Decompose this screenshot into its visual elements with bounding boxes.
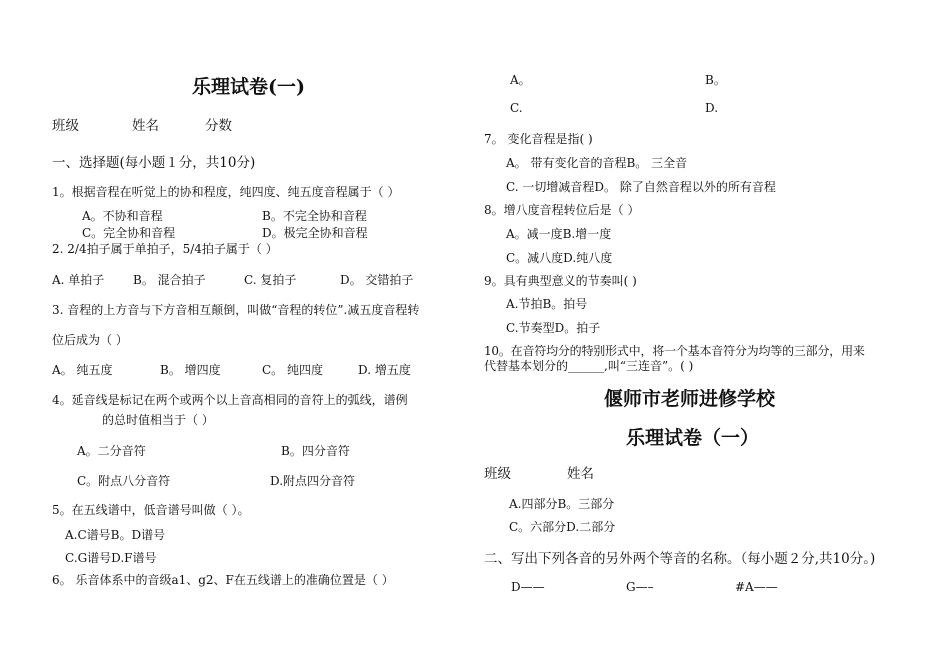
page-title: 乐理试卷(一) <box>192 76 305 98</box>
section-heading-choice: 一、选择题(每小题１分，共10分) <box>52 155 256 171</box>
class-label-repeat: 班级 <box>484 466 511 482</box>
name-label-repeat: 姓名 <box>567 466 594 482</box>
question-4-stem-line1: 4。延音线是标记在两个或两个以上音高相同的音符上的弧线，谱例 <box>52 393 408 407</box>
question-4-stem-line2: 的总时值相当于（ ） <box>102 413 214 427</box>
question-6-stem: 6。 乐音体系中的音级a1、g2、F在五线谱上的准确位置是（ ） <box>52 573 394 587</box>
question-6-option-b: B。 <box>705 73 726 87</box>
question-4-option-b: B。四分音符 <box>281 444 350 458</box>
question-1-option-d: D。极完全协和音程 <box>262 226 368 240</box>
question-2-option-c: C. 复拍子 <box>244 273 297 287</box>
question-10-stem-line1: 10。在音符均分的特别形式中，将一个基本音符分为均等的三部分，用来 <box>484 344 865 358</box>
question-6-option-c: C. <box>510 101 523 115</box>
question-6-option-a: A。 <box>510 73 531 87</box>
question-5-options-ab: A.C谱号B。D谱号 <box>65 528 166 542</box>
question-7-stem: 7。 变化音程是指( ) <box>484 132 593 146</box>
note-a-sharp-blank: #A—— <box>735 580 778 594</box>
exam-title-repeat: 乐理试卷（一） <box>626 427 760 449</box>
question-10-stem-line2: 代替基本划分的______,叫“三连音”。( ) <box>484 359 694 373</box>
question-4-option-d: D.附点四分音符 <box>270 474 356 488</box>
question-3-option-d: D. 增五度 <box>358 363 411 377</box>
question-3-stem-line1: 3. 音程的上方音与下方音相互颠倒，叫做“音程的转位”.减五度音程转 <box>52 303 420 317</box>
question-8-options-ab: A。减一度B.增一度 <box>506 227 612 241</box>
note-d-blank: D—— <box>511 580 545 594</box>
question-2-stem: 2. 2/4拍子属于单拍子，5/4拍子属于（ ） <box>52 242 278 256</box>
question-3-option-b: B。 增四度 <box>160 363 221 377</box>
question-9-options-cd: C.节奏型D。拍子 <box>506 321 601 335</box>
question-2-option-b: B。 混合拍子 <box>133 273 206 287</box>
score-label: 分数 <box>205 118 232 134</box>
question-9-options-ab: A.节拍B。拍号 <box>506 297 588 311</box>
name-label: 姓名 <box>132 118 159 134</box>
question-5-stem: 5。在五线谱中，低音谱号叫做（ ）。 <box>52 503 250 517</box>
note-g-blank: G—– <box>626 580 654 594</box>
question-5-options-cd: C.G谱号D.F谱号 <box>65 551 157 565</box>
question-8-stem: 8。增八度音程转位后是（ ） <box>484 203 640 217</box>
question-7-options-ab: A。 带有变化音的音程B。 三全音 <box>506 156 688 170</box>
question-10-options-ab: A.四部分B。三部分 <box>509 497 615 511</box>
question-1-option-c: C。完全协和音程 <box>82 226 176 240</box>
class-label: 班级 <box>52 118 79 134</box>
question-2-option-d: D。 交错拍子 <box>340 273 414 287</box>
question-4-option-a: A。二分音符 <box>77 444 146 458</box>
question-10-options-cd: C。六部分D.二部分 <box>509 520 616 534</box>
school-name: 偃师市老师进修学校 <box>604 388 776 410</box>
question-7-options-cd: C. 一切增减音程D。 除了自然音程以外的所有音程 <box>506 180 776 194</box>
question-3-stem-line2: 位后成为（ ） <box>52 333 128 347</box>
question-1-option-b: B。不完全协和音程 <box>262 209 367 223</box>
question-8-options-cd: C。减八度D.纯八度 <box>506 251 613 265</box>
question-1-option-a: A。不协和音程 <box>82 209 163 223</box>
question-1-stem: 1。根据音程在听觉上的协和程度，纯四度、纯五度音程属于（ ） <box>52 185 400 199</box>
question-4-option-c: C。附点八分音符 <box>77 474 171 488</box>
question-3-option-c: C。 纯四度 <box>262 363 323 377</box>
question-6-option-d: D. <box>705 101 719 115</box>
question-3-option-a: A。 纯五度 <box>52 363 113 377</box>
question-2-option-a: A. 单拍子 <box>52 273 105 287</box>
section-heading-enharmonic: 二、写出下列各音的另外两个等音的名称。（每小题２分,共10分。) <box>484 551 876 567</box>
question-9-stem: 9。具有典型意义的节奏叫( ) <box>484 274 637 288</box>
